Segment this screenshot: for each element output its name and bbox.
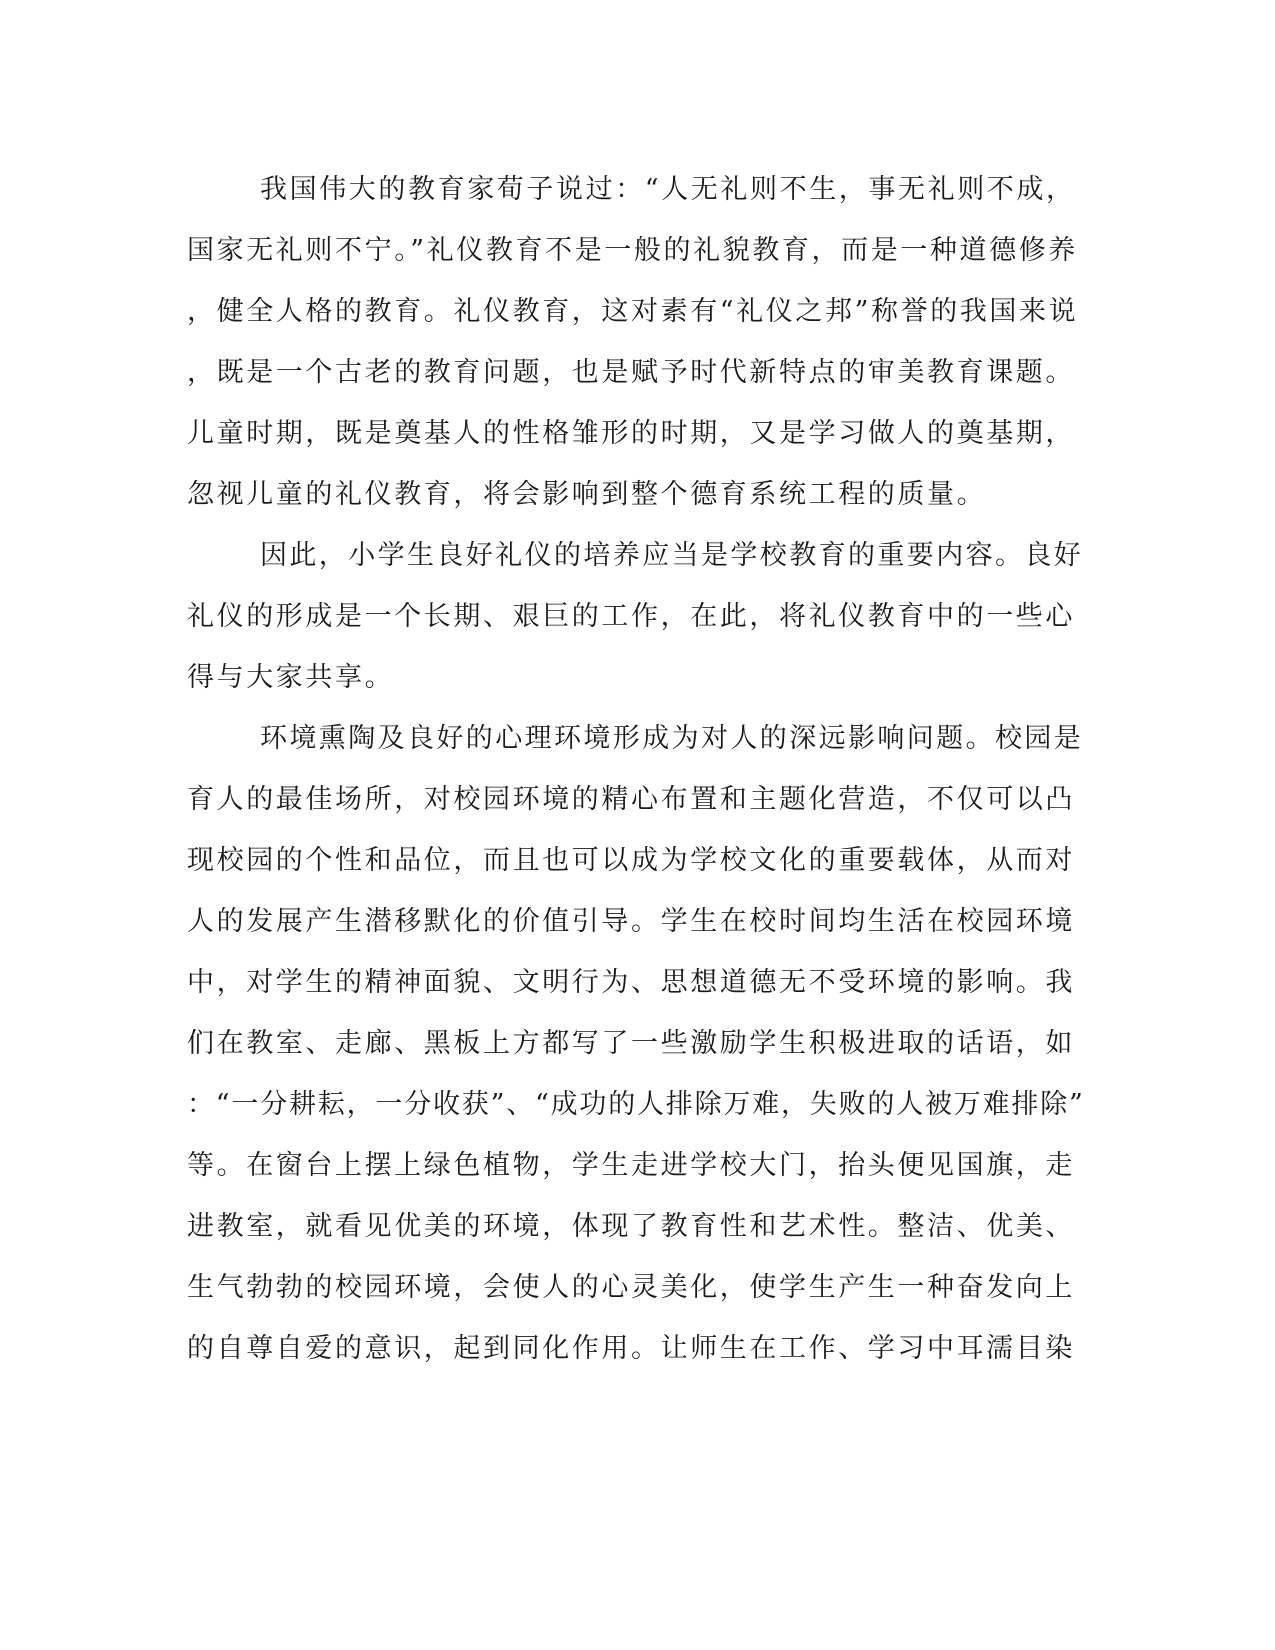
text-line: 中，对学生的精神面貌、文明行为、思想道德无不受环境的影响。我 — [187, 967, 1075, 998]
text-line: 环境熏陶及良好的心理环境形成为对人的深远影响问题。校园是 — [260, 723, 1084, 754]
text-line: ，既是一个古老的教育问题，也是赋予时代新特点的审美教育课题。 — [187, 357, 1075, 388]
text-line: ，健全人格的教育。礼仪教育，这对素有“礼仪之邦”称誉的我国来说 — [187, 296, 1079, 327]
text-line: 现校园的个性和品位，而且也可以成为学校文化的重要载体，从而对 — [187, 845, 1075, 876]
text-line: 们在教室、走廊、黑板上方都写了一些激励学生积极进取的话语，如 — [187, 1028, 1075, 1059]
text-line: 我国伟大的教育家荀子说过：“人无礼则不生，事无礼则不成， — [260, 174, 1076, 205]
text-line: 得与大家共享。 — [187, 662, 395, 693]
text-line: 忽视儿童的礼仪教育，将会影响到整个德育系统工程的质量。 — [187, 479, 987, 510]
text-line: 育人的最佳场所，对校园环境的精心布置和主题化营造，不仅可以凸 — [187, 784, 1075, 815]
body-text — [187, 159, 1087, 1379]
text-line: ：“一分耕耘，一分收获”、“成功的人排除万难，失败的人被万难排除” — [187, 1089, 1085, 1120]
text-line: 国家无礼则不宁。”礼仪教育不是一般的礼貌教育，而是一种道德修养 — [187, 235, 1078, 266]
text-line: 的自尊自爱的意识，起到同化作用。让师生在工作、学习中耳濡目染 — [187, 1333, 1075, 1364]
text-line: 礼仪的形成是一个长期、艰巨的工作，在此，将礼仪教育中的一些心 — [187, 601, 1075, 632]
text-line: 等。在窗台上摆上绿色植物，学生走进学校大门，抬头便见国旗，走 — [187, 1150, 1075, 1181]
text-line: 生气勃勃的校园环境，会使人的心灵美化，使学生产生一种奋发向上 — [187, 1272, 1075, 1303]
text-line: 人的发展产生潜移默化的价值引导。学生在校时间均生活在校园环境 — [187, 906, 1075, 937]
text-line: 因此，小学生良好礼仪的培养应当是学校教育的重要内容。良好 — [260, 540, 1084, 571]
text-line: 儿童时期，既是奠基人的性格雏形的时期，又是学习做人的奠基期， — [187, 418, 1075, 449]
text-line: 进教室，就看见优美的环境，体现了教育性和艺术性。整洁、优美、 — [187, 1211, 1075, 1242]
